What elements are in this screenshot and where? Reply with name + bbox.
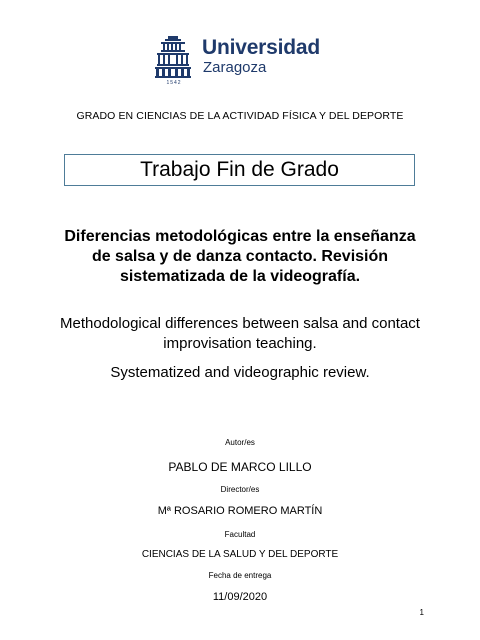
university-emblem-icon — [155, 36, 191, 82]
document-type-box: Trabajo Fin de Grado — [64, 154, 415, 186]
director-label: Director/es — [220, 485, 260, 494]
faculty-label: Facultad — [224, 530, 256, 539]
delivery-date-value: 11/09/2020 — [212, 591, 268, 603]
title-english: Methodological differences between salsa and contact improvisation teaching. — [60, 315, 420, 352]
director-value: Mª ROSARIO ROMERO MARTÍN — [157, 505, 323, 517]
title-english-subtitle: Systematized and videographic review. — [110, 364, 370, 381]
faculty-value: CIENCIAS DE LA SALUD Y DEL DEPORTE — [141, 549, 339, 560]
author-label: Autor/es — [225, 438, 255, 447]
university-logo — [155, 36, 330, 94]
author-value: PABLO DE MARCO LILLO — [168, 460, 312, 474]
logo-year: 1542 — [166, 80, 182, 86]
logo-city-name: Zaragoza — [203, 59, 267, 76]
delivery-date-label: Fecha de entrega — [208, 571, 272, 580]
title-spanish: Diferencias metodológicas entre la enseñanza de salsa y de danza contacto. Revisión sistematizada de la videografía. — [64, 228, 416, 285]
page-number: 1 — [419, 608, 424, 617]
degree-name: GRADO EN CIENCIAS DE LA ACTIVIDAD FÍSICA Y DEL DEPORTE — [76, 110, 404, 122]
logo-university-name: Universidad — [202, 36, 321, 59]
